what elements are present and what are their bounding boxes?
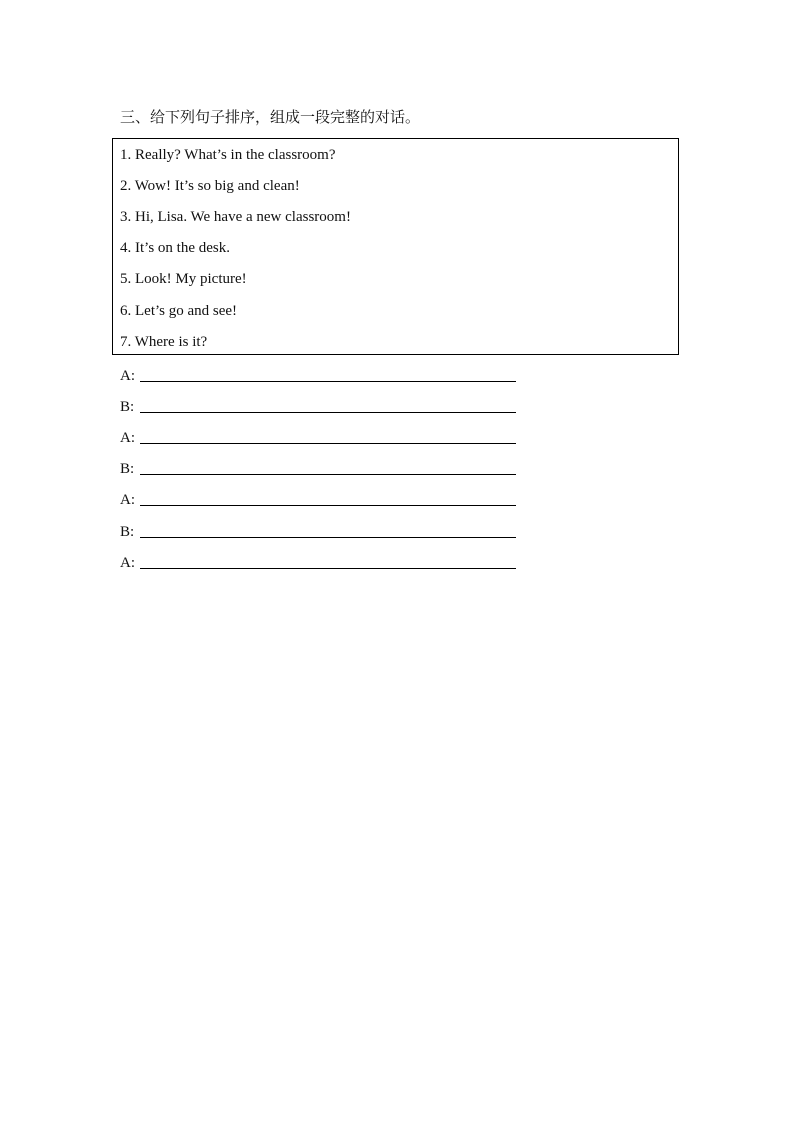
answer-blank[interactable]	[140, 505, 516, 506]
sentence-2: 2. Wow! It’s so big and clean!	[120, 178, 300, 194]
speaker-label: A:	[120, 492, 135, 508]
answer-blank[interactable]	[140, 537, 516, 538]
sentence-1: 1. Really? What’s in the classroom?	[120, 147, 336, 163]
sentence-7: 7. Where is it?	[120, 334, 208, 350]
sentence-4: 4. It’s on the desk.	[120, 240, 230, 256]
answer-blank[interactable]	[140, 381, 516, 382]
answer-blank[interactable]	[140, 412, 516, 413]
exercise-heading: 三、给下列句子排序，组成一段完整的对话。	[120, 108, 421, 126]
sentence-3: 3. Hi, Lisa. We have a new classroom!	[120, 209, 351, 225]
sentence-6: 6. Let’s go and see!	[120, 303, 238, 319]
sentence-5: 5. Look! My picture!	[120, 271, 247, 287]
answer-blank[interactable]	[140, 474, 516, 475]
speaker-label: B:	[120, 461, 135, 477]
speaker-label: A:	[120, 368, 135, 384]
speaker-label: B:	[120, 524, 135, 540]
speaker-label: A:	[120, 430, 135, 446]
answer-blank[interactable]	[140, 568, 516, 569]
speaker-label: A:	[120, 555, 135, 571]
answer-blank[interactable]	[140, 443, 516, 444]
sentence-box	[112, 138, 679, 355]
speaker-label: B:	[120, 399, 135, 415]
